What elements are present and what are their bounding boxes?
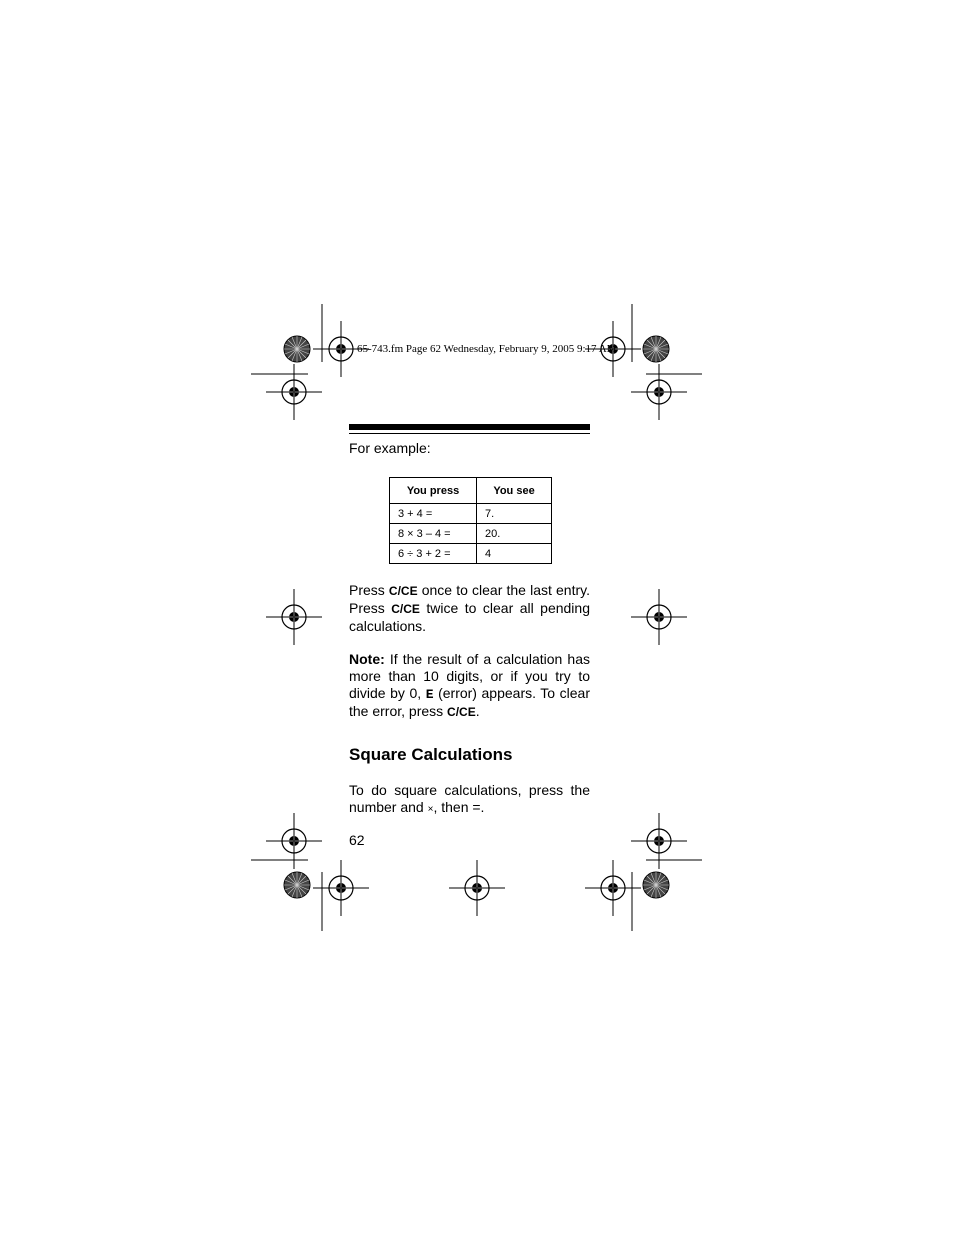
note-label: Note: bbox=[349, 651, 385, 667]
table-cell: 6 ÷ 3 + 2 = bbox=[390, 544, 477, 564]
cce-key-label: C/CE bbox=[447, 705, 476, 719]
text-run: . bbox=[475, 703, 480, 719]
table-cell: 3 + 4 = bbox=[390, 504, 477, 524]
text-run: once to clear the last entry. Press bbox=[349, 582, 590, 616]
square-instructions bbox=[349, 782, 590, 818]
table-row bbox=[390, 544, 552, 564]
times-key-label: × bbox=[427, 804, 434, 815]
table-cell: 8 × 3 – 4 = bbox=[390, 524, 477, 544]
print-slug: 65-743.fm Page 62 Wednesday, February 9, 2005 9:17 AM bbox=[357, 343, 617, 355]
note-paragraph bbox=[349, 651, 590, 721]
text-run: twice to clear all pending calculations. bbox=[349, 600, 590, 634]
page-number: 62 bbox=[349, 832, 365, 848]
col-header-you-press: You press bbox=[390, 478, 477, 504]
text-run: If the result of a calculation has more than 10 digits, or if you try to divide by 0, bbox=[349, 651, 590, 701]
section-heading: Square Calculations bbox=[349, 745, 513, 764]
table-cell: 20. bbox=[477, 524, 552, 544]
table-header-row bbox=[390, 478, 552, 504]
text-run: , then =. bbox=[433, 799, 485, 815]
table-cell: 7. bbox=[477, 504, 552, 524]
clear-instructions bbox=[349, 582, 590, 635]
top-rule bbox=[349, 424, 590, 430]
text-run: (error) appears. To clear the error, press bbox=[349, 685, 590, 719]
text-run: Press bbox=[349, 582, 389, 598]
cce-key-label: C/CE bbox=[388, 584, 418, 598]
example-table bbox=[389, 477, 552, 564]
cce-key-label: C/CE bbox=[391, 602, 420, 616]
intro-text: For example: bbox=[349, 440, 431, 456]
col-header-you-see: You see bbox=[477, 478, 552, 504]
table-row bbox=[390, 524, 552, 544]
top-rule-thin bbox=[349, 433, 590, 434]
table-row bbox=[390, 504, 552, 524]
error-symbol: E bbox=[425, 687, 434, 702]
table-cell: 4 bbox=[477, 544, 552, 564]
text-run: To do square calculations, press the number and bbox=[349, 782, 590, 815]
